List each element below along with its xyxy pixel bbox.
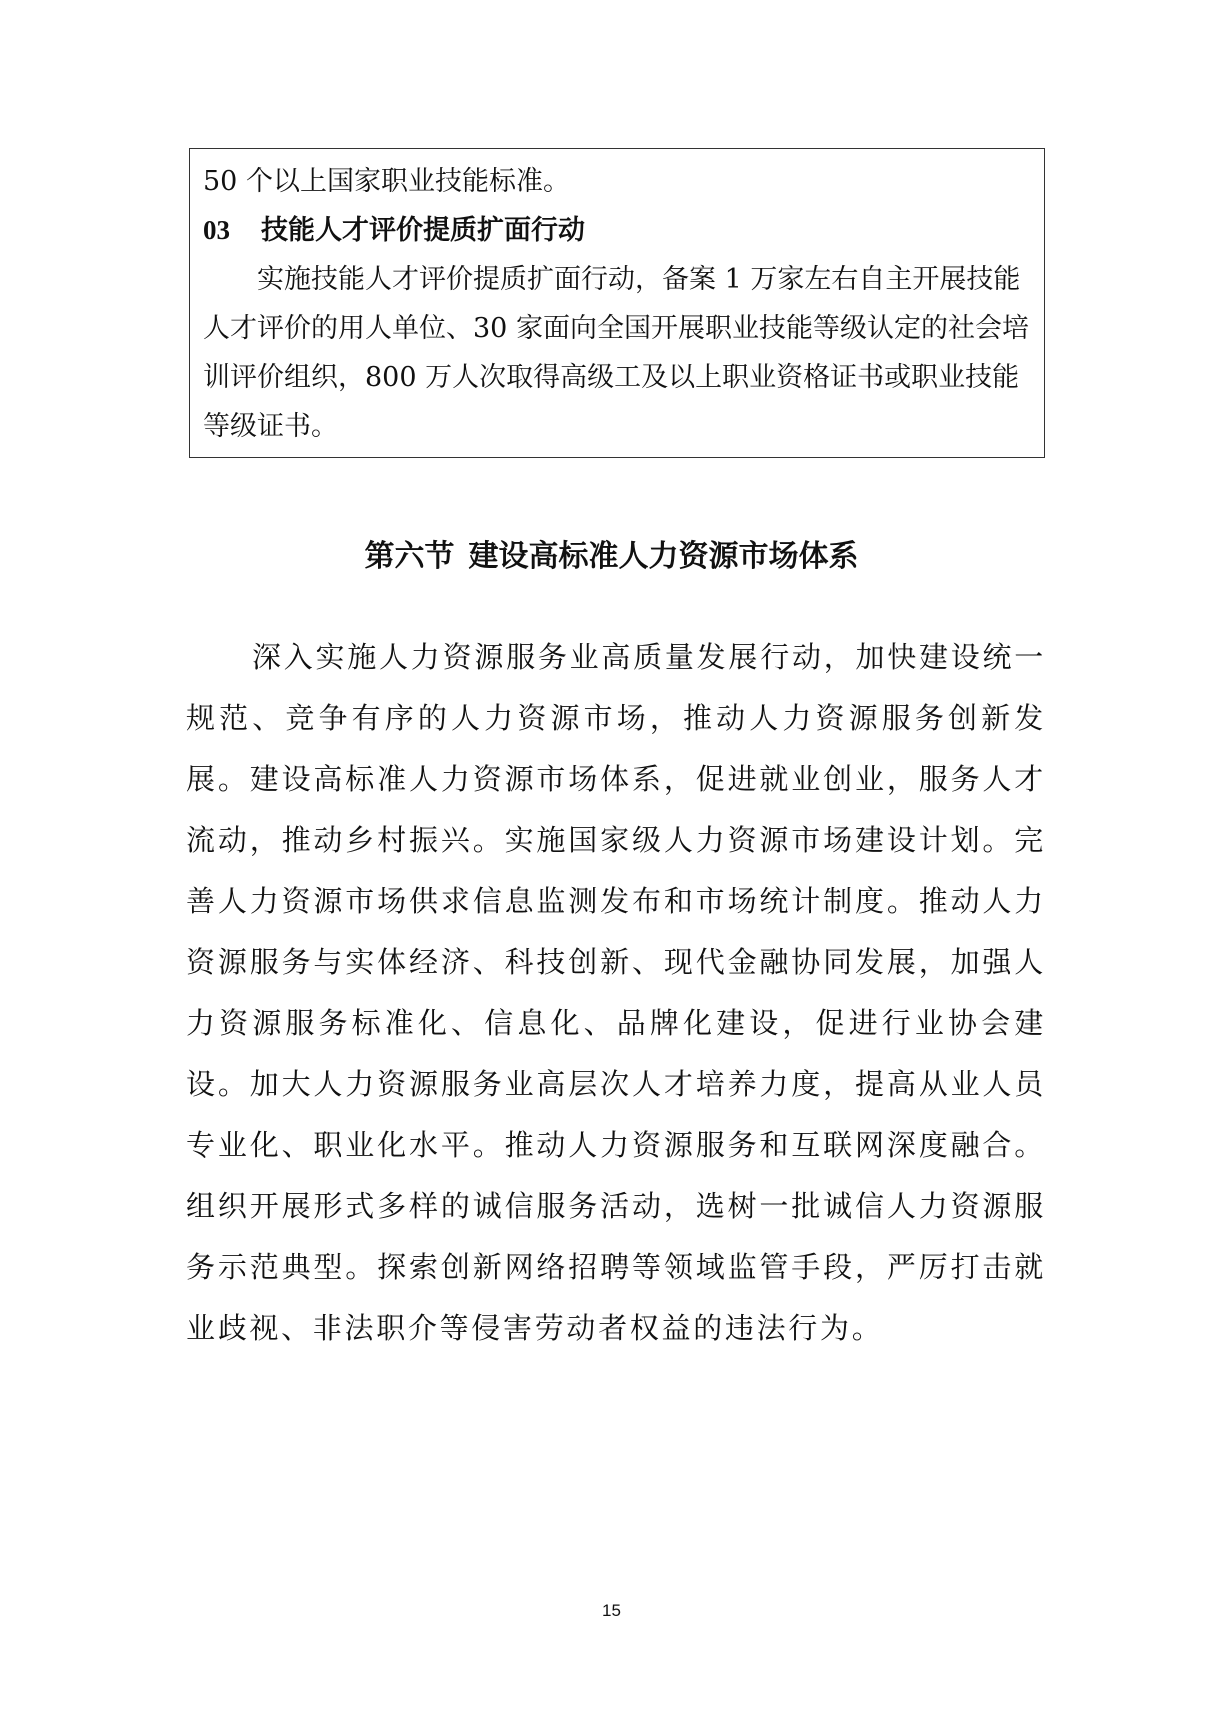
box-heading-text: 技能人才评价提质扩面行动 — [261, 215, 585, 246]
page-number: 15 — [602, 1601, 621, 1620]
boxed-section — [189, 148, 1045, 458]
box-heading-number: 03 — [203, 215, 230, 245]
section-label: 第六节 — [364, 539, 455, 574]
section-title — [0, 535, 1223, 579]
box-heading — [203, 206, 1032, 255]
box-body-text: 实施技能人才评价提质扩面行动，备案 1 万家左右自主开展技能人才评价的用人单位、30 家面向全国开展职业技能等级认定的社会培训评价组织，800 万人次取得高级工及以上职业资格证书或职业技能等级证书。 — [203, 264, 1029, 442]
box-line: 50 个以上国家职业技能标准。 — [203, 166, 570, 197]
body-paragraph: 深入实施人力资源服务业高质量发展行动，加快建设统一规范、竞争有序的人力资源市场，推动人力资源服务创新发展。建设高标准人力资源市场体系，促进就业创业，服务人才流动，推动乡村振兴。实施国家级人力资源市场建设计划。完善人力资源市场供求信息监测发布和市场统计制度。推动人力资源服务与实体经济、科技创新、现代金融协同发展，加强人力资源服务标准化、信息化、品牌化建设，促进行业协会建设。加大人力资源服务业高层次人才培养力度，提高从业人员专业化、职业化水平。推动人力资源服务和互联网深度融合。组织开展形式多样的诚信服务活动，选树一批诚信人力资源服务示范典型。探索创新网络招聘等领域监管手段，严厉打击就业歧视、非法职介等侵害劳动者权益的违法行为。 — [186, 640, 1046, 1345]
section-title-text: 建设高标准人力资源市场体系 — [468, 539, 859, 574]
